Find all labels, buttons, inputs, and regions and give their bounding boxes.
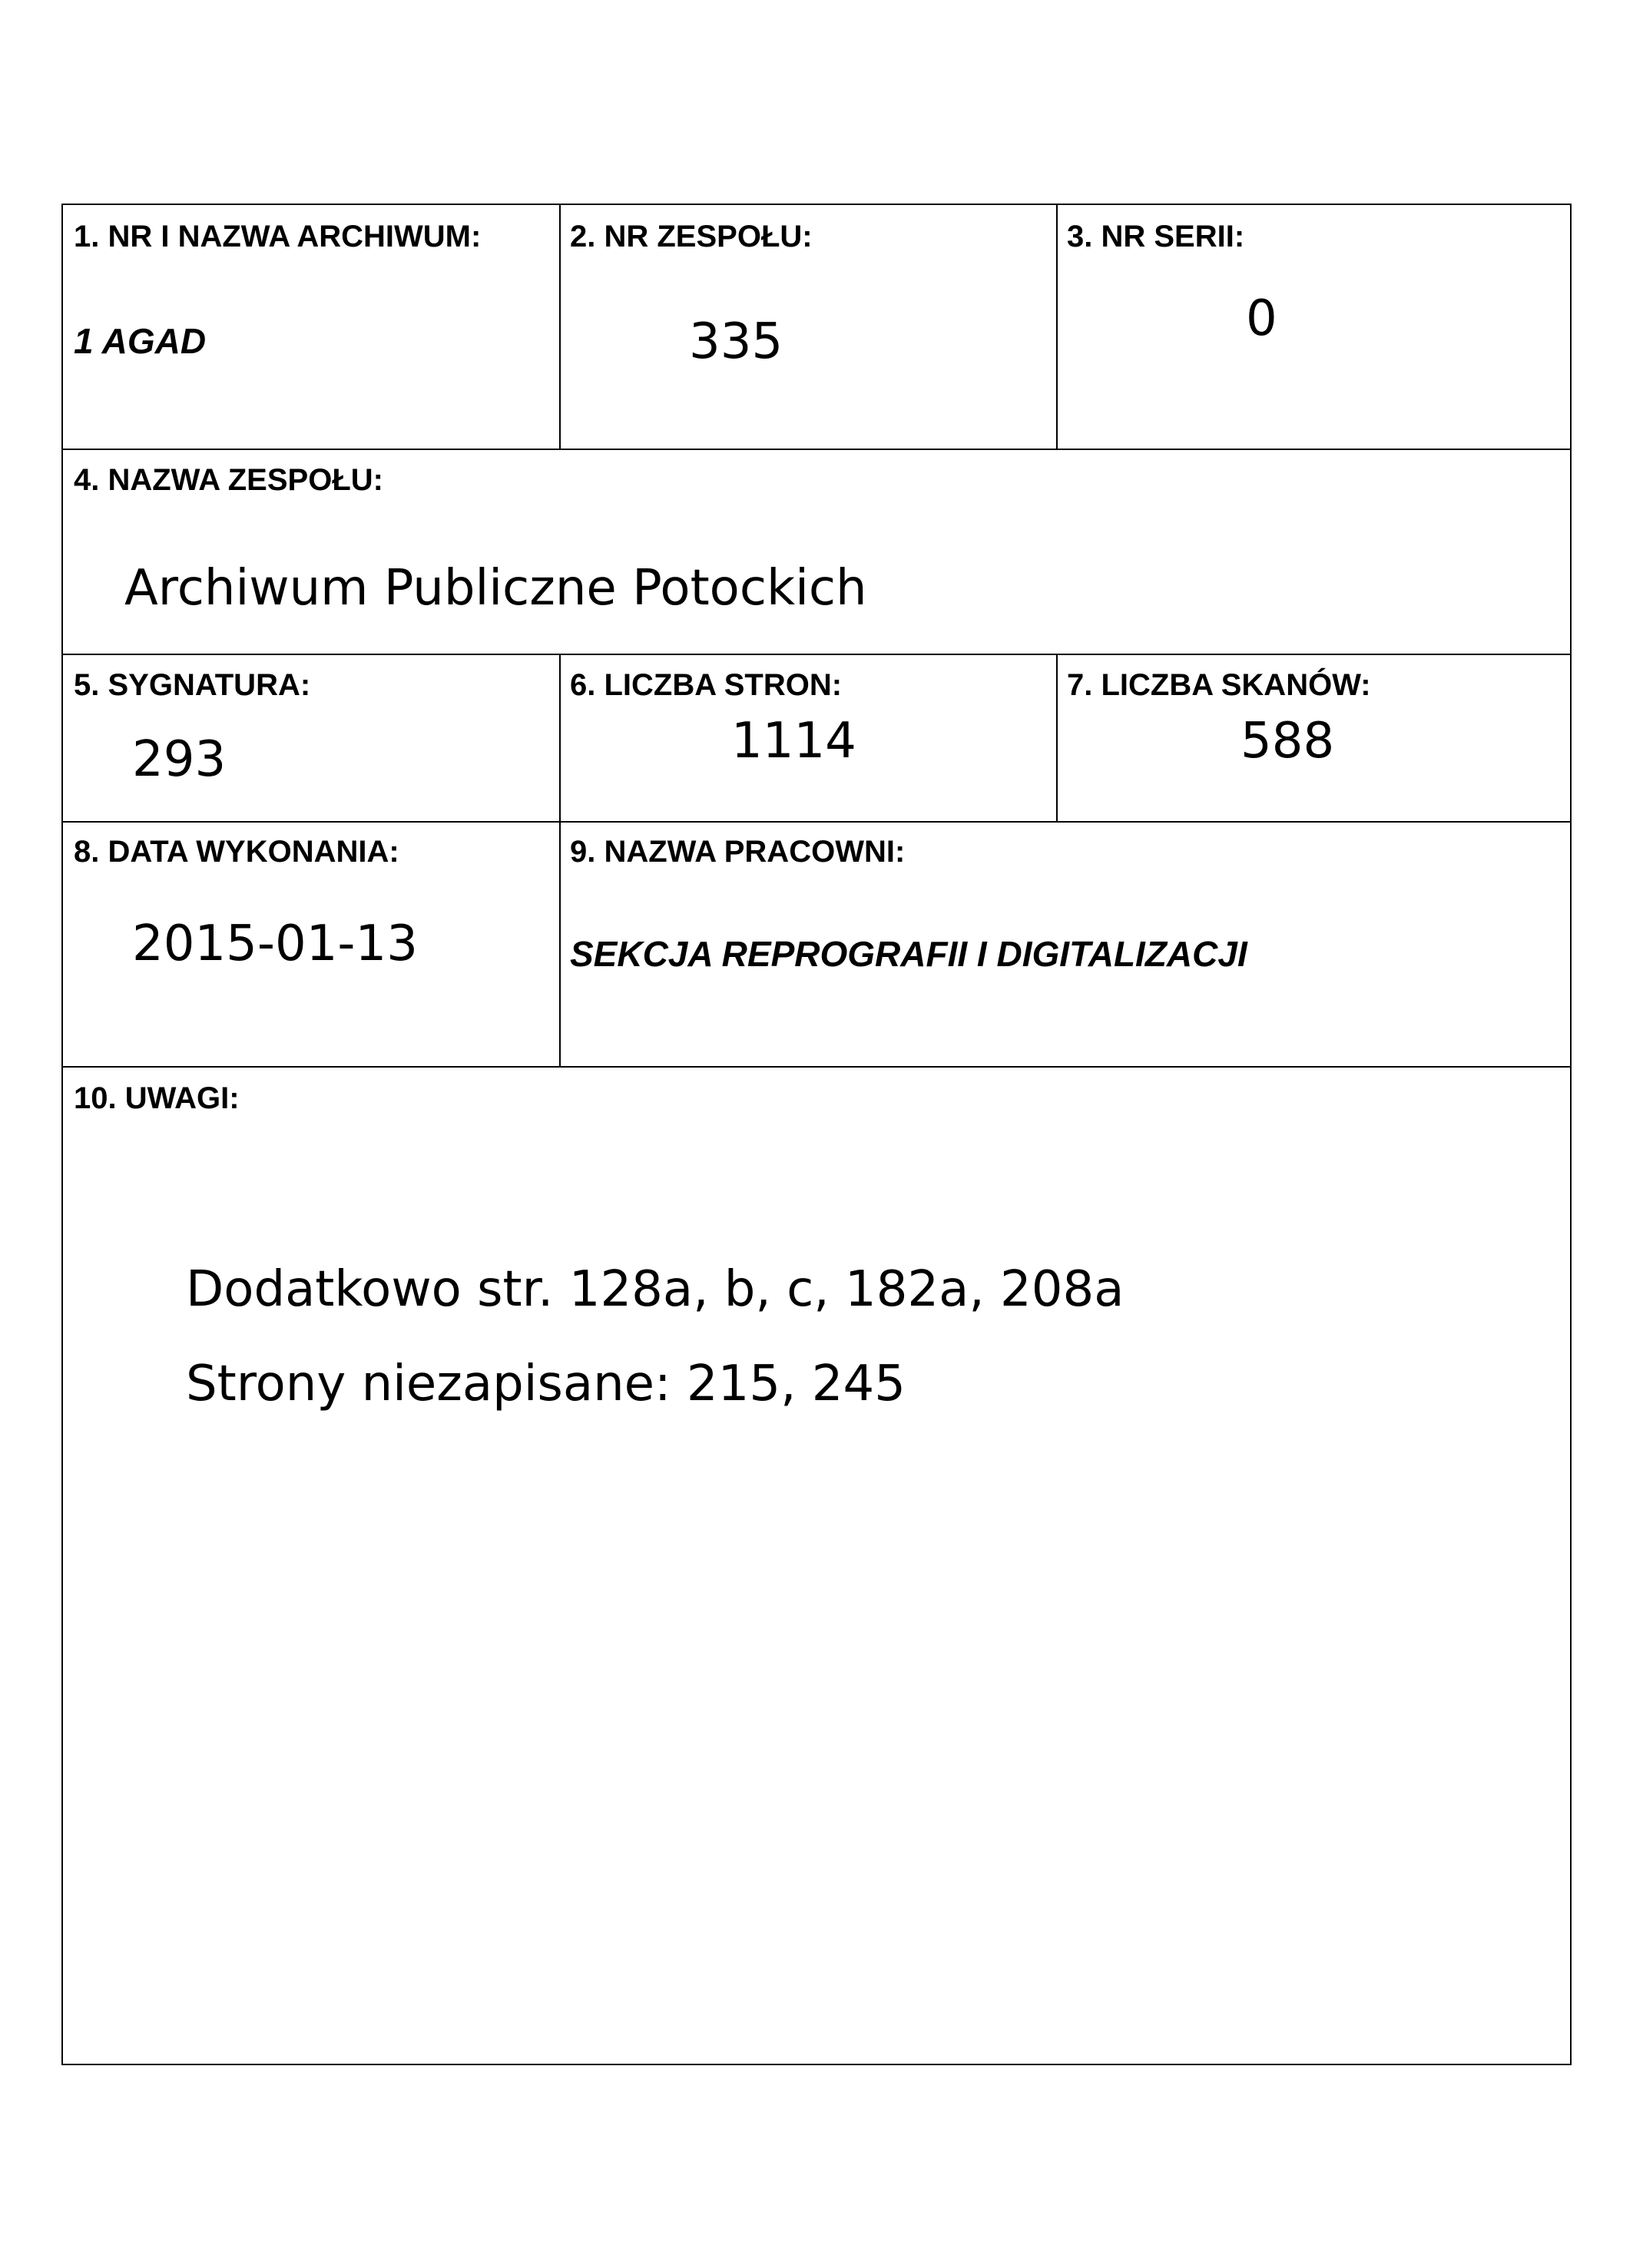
row-divider: [63, 654, 1570, 655]
column-divider: [1056, 654, 1058, 821]
metric-form: [61, 204, 1572, 2065]
column-divider: [559, 205, 561, 449]
scan-count-value: 588: [1240, 713, 1335, 770]
row-divider: [63, 1066, 1570, 1068]
series-number-value: 0: [1246, 290, 1277, 347]
collection-name-label: 4. NAZWA ZESPOŁU:: [74, 463, 383, 497]
row-divider: [63, 449, 1570, 450]
row-divider: [63, 821, 1570, 823]
archive-label: 1. NR I NAZWA ARCHIWUM:: [74, 220, 482, 253]
column-divider: [1056, 205, 1058, 449]
notes-line: Strony niezapisane: 215, 245: [186, 1356, 906, 1412]
signature-label: 5. SYGNATURA:: [74, 668, 311, 702]
workshop-label: 9. NAZWA PRACOWNI:: [570, 835, 906, 869]
series-number-label: 3. NR SERII:: [1067, 220, 1245, 253]
collection-number-label: 2. NR ZESPOŁU:: [570, 220, 813, 253]
page-count-label: 6. LICZBA STRON:: [570, 668, 843, 702]
column-divider: [559, 821, 561, 1066]
date-value: 2015-01-13: [132, 915, 418, 972]
scan-count-label: 7. LICZBA SKANÓW:: [1067, 668, 1371, 702]
page-count-value: 1114: [731, 713, 856, 770]
signature-value: 293: [132, 731, 227, 788]
workshop-value: SEKCJA REPROGRAFII I DIGITALIZACJI: [570, 934, 1247, 974]
archive-value: 1 AGAD: [74, 321, 207, 361]
collection-name-value: Archiwum Publiczne Potockich: [124, 560, 867, 617]
notes-line: Dodatkowo str. 128a, b, c, 182a, 208a: [186, 1261, 1125, 1318]
date-label: 8. DATA WYKONANIA:: [74, 835, 399, 869]
notes-label: 10. UWAGI:: [74, 1081, 240, 1115]
column-divider: [559, 654, 561, 821]
collection-number-value: 335: [689, 313, 783, 370]
